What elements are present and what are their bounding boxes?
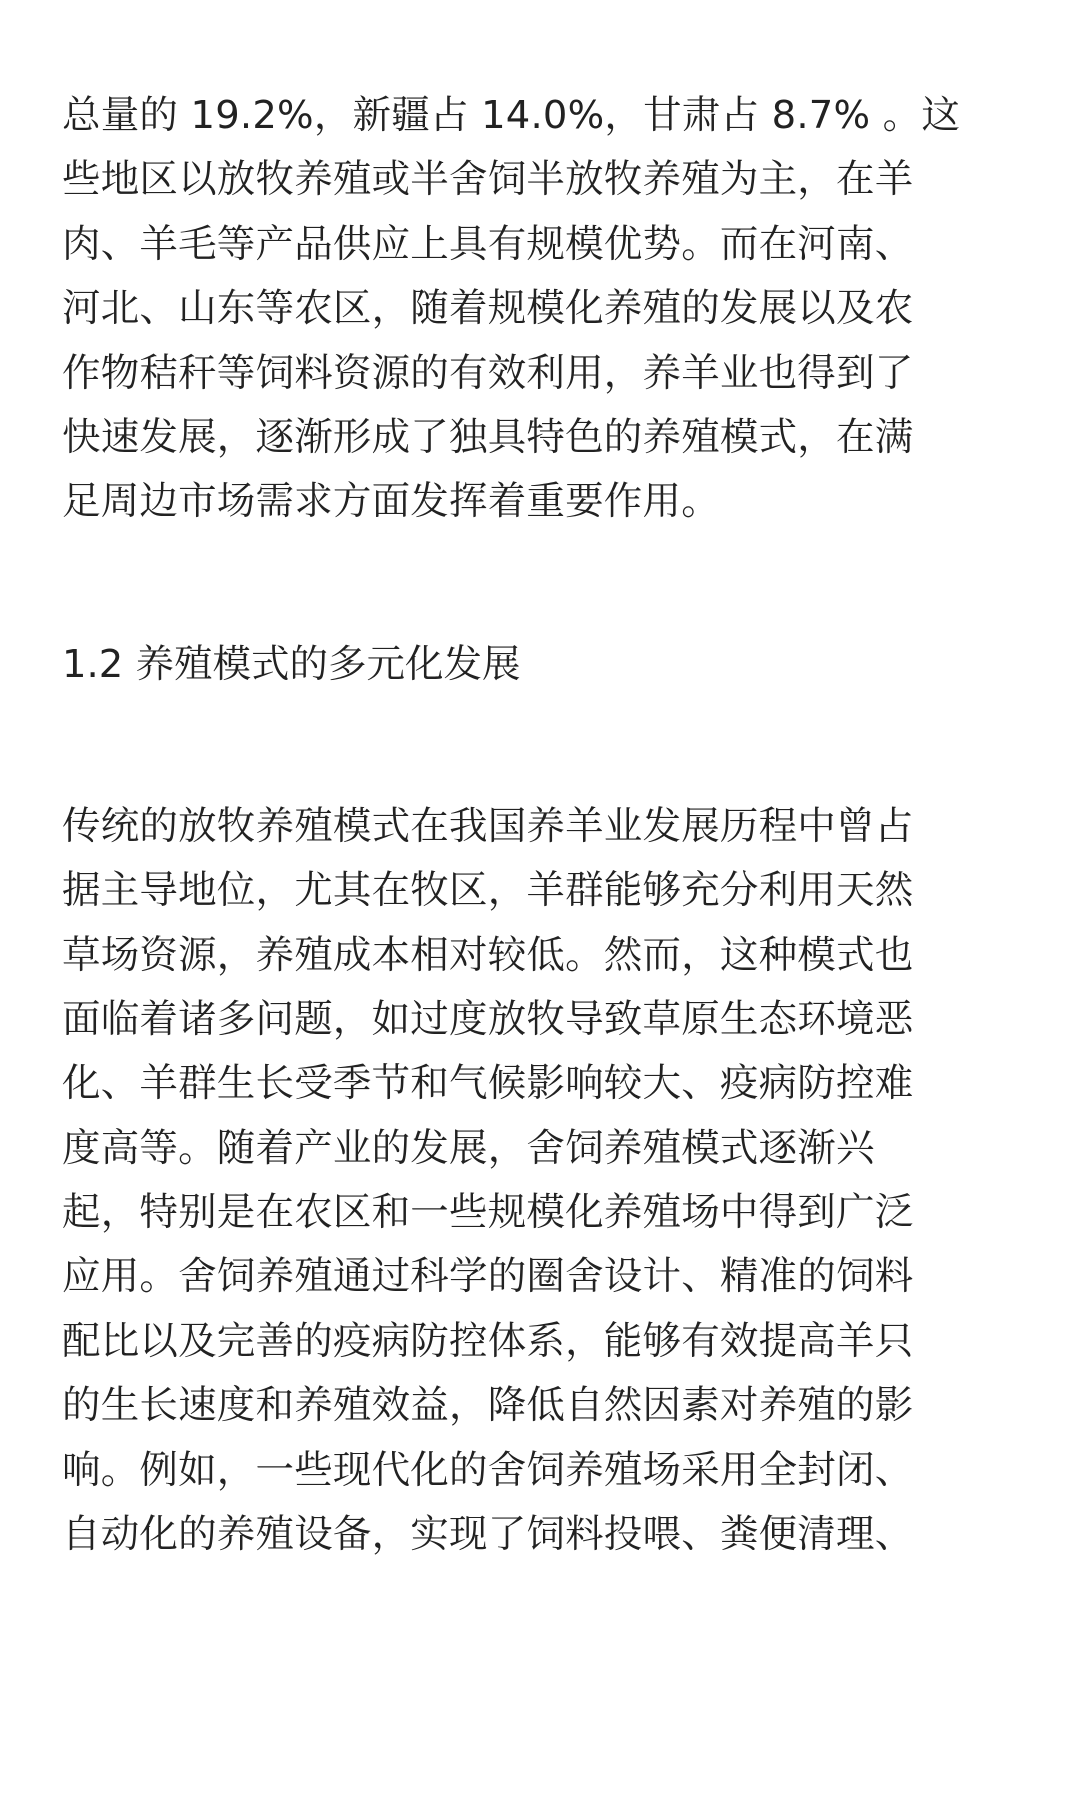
text-line: 应用。舍饲养殖通过科学的圈舍设计、精准的饲料 [62, 1254, 914, 1300]
paragraph-2 [62, 795, 1028, 1568]
section-heading: 1.2 养殖模式的多元化发展 [62, 641, 521, 687]
text-line: 草场资源，养殖成本相对较低。然而，这种模式也 [62, 932, 914, 978]
text-line: 配比以及完善的疫病防控体系，能够有效提高羊只 [62, 1318, 914, 1364]
text-line: 自动化的养殖设备，实现了饲料投喂、粪便清理、 [62, 1512, 914, 1558]
article-body [62, 84, 1028, 1567]
text-line: 些地区以放牧养殖或半舍饲半放牧养殖为主，在羊 [62, 157, 914, 203]
text-line: 河北、山东等农区，随着规模化养殖的发展以及农 [62, 286, 914, 332]
paragraph-1 [62, 84, 1028, 535]
text-line: 化、羊群生长受季节和气候影响较大、疫病防控难 [62, 1061, 914, 1107]
text-line: 的生长速度和养殖效益，降低自然因素对养殖的影 [62, 1383, 914, 1429]
text-line: 起，特别是在农区和一些规模化养殖场中得到广泛 [62, 1190, 914, 1236]
text-line: 传统的放牧养殖模式在我国养羊业发展历程中曾占 [62, 803, 914, 849]
text-line: 据主导地位，尤其在牧区，羊群能够充分利用天然 [62, 868, 914, 914]
text-line: 快速发展，逐渐形成了独具特色的养殖模式，在满 [62, 414, 914, 460]
text-line: 足周边市场需求方面发挥着重要作用。 [62, 479, 720, 525]
text-line: 肉、羊毛等产品供应上具有规模优势。而在河南、 [62, 221, 914, 267]
text-line: 面临着诸多问题，如过度放牧导致草原生态环境恶 [62, 996, 914, 1042]
text-line: 作物秸秆等饲料资源的有效利用，养羊业也得到了 [62, 350, 914, 396]
text-line: 度高等。随着产业的发展，舍饲养殖模式逐渐兴 [62, 1125, 875, 1171]
text-line: 总量的 19.2%，新疆占 14.0%，甘肃占 8.7% 。这 [62, 93, 961, 138]
text-line: 响。例如，一些现代化的舍饲养殖场采用全封闭、 [62, 1447, 914, 1493]
